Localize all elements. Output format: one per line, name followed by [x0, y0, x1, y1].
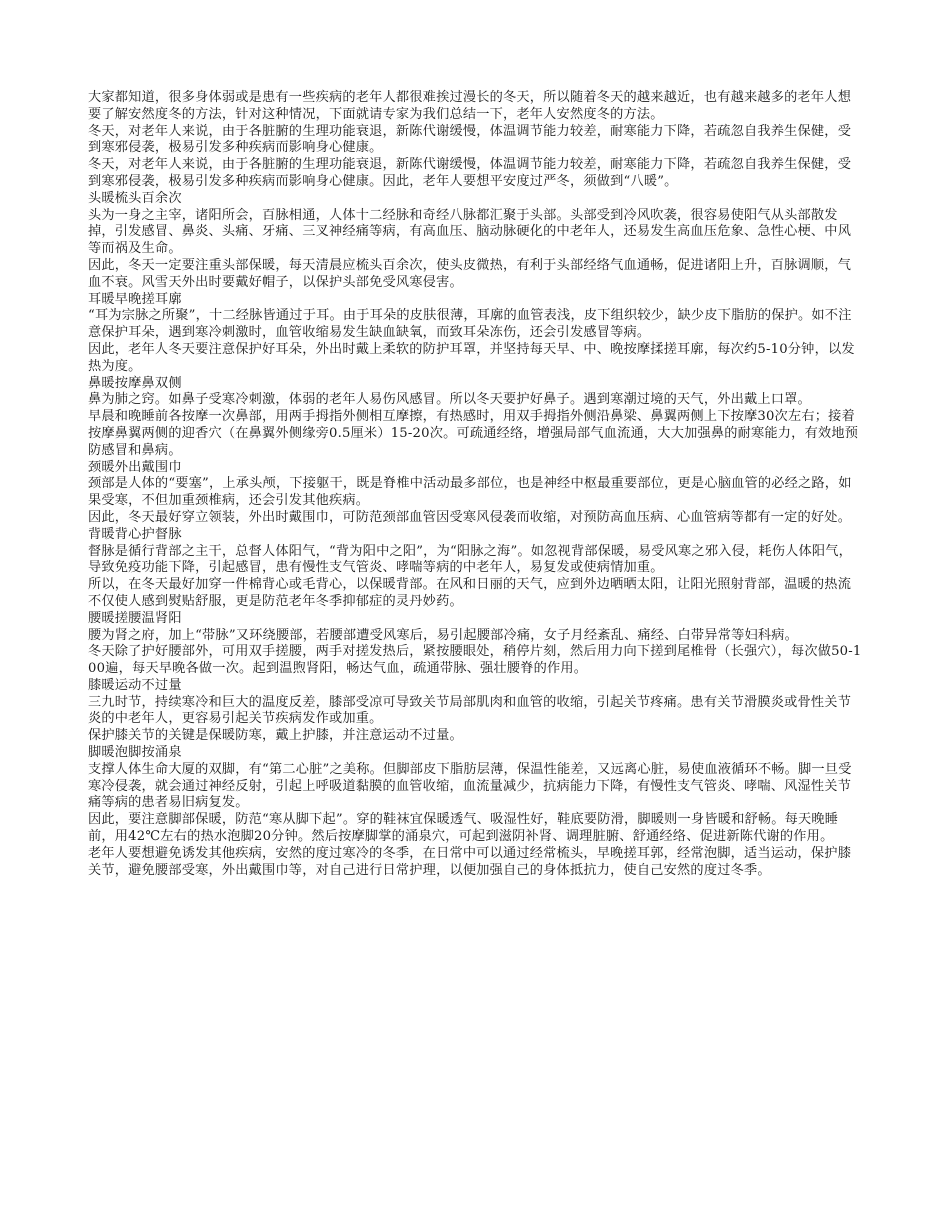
section-paragraph: 所以，在冬天最好加穿一件棉背心或毛背心，以保暖背部。在风和日丽的天气，应到外边晒晒太阳，让阳光照射背部，温暖的热流不仅使人感到熨贴舒服，更是防范老年冬季抑郁症的灵丹妙药。 — [88, 577, 852, 609]
section-paragraph: 头为一身之主宰，诸阳所会，百脉相通，人体十二经脉和奇经八脉都汇聚于头部。头部受到冷风吹袭，很容易使阳气从头部散发掉，引发感冒、鼻炎、头痛、牙痛、三叉神经痛等病，有高血压、脑动脉硬化的中老年人，还易发生高血压危象、急性心梗、中风等而祸及生命。 — [88, 207, 852, 257]
section-paragraph: 因此，冬天一定要注重头部保暖，每天清晨应梳头百余次，使头皮微热，有利于头部经络气血通畅，促进诸阳上升，百脉调顺，气血不衰。风雪天外出时要戴好帽子，以保护头部免受风寒侵害。 — [88, 257, 852, 290]
section-paragraph: 冬天除了护好腰部外，可用双手搓腰，两手对搓发热后，紧按腰眼处，稍停片刻，然后用力向下搓到尾椎骨（长强穴），每次做50-100遍，每天早晚各做一次。起到温煦肾阳，畅达气血，疏通带脉、强壮腰脊的作用。 — [88, 644, 862, 677]
document-body — [88, 90, 863, 879]
section-heading: 脚暖泡脚按涌泉 — [88, 745, 182, 761]
section-paragraph: “耳为宗脉之所聚”，十二经脉皆通过于耳。由于耳朵的皮肤很薄，耳廓的血管表浅，皮下组织较少，缺少皮下脂肪的保护。如不注意保护耳朵，遇到寒冷刺激时，血管收缩易发生缺血缺氧，而致耳朵冻伤，还会引发感冒等病。 — [88, 308, 852, 341]
intro-paragraph: 冬天，对老年人来说，由于各脏腑的生理功能衰退，新陈代谢缓慢，体温调节能力较差，耐寒能力下降，若疏忽自我养生保健，受到寒邪侵袭，极易引发多种疾病而影响身心健康。因此，老年人要想平安度过严冬，须做到“八暖”。 — [88, 157, 852, 189]
section-paragraph: 因此，要注意脚部保暖，防范“寒从脚下起”。穿的鞋袜宜保暖透气、吸湿性好，鞋底要防滑，脚暖则一身皆暖和舒畅。每天晚睡前，用42℃左右的热水泡脚20分钟。然后按摩脚掌的涌泉穴，可起到滋阴补肾、调理脏腑、舒通经络、促进新陈代谢的作用。 — [88, 812, 839, 845]
section-heading: 耳暖早晚搓耳廓 — [88, 291, 182, 307]
section-paragraph: 保护膝关节的关键是保暖防寒，戴上护膝，并注意运动不过量。 — [88, 728, 463, 744]
section-paragraph: 因此，老年人冬天要注意保护好耳朵，外出时戴上柔软的防护耳罩，并坚持每天早、中、晚按摩揉搓耳廓，每次约5-10分钟，以发热为度。 — [88, 341, 855, 374]
intro-paragraph: 大家都知道，很多身体弱或是患有一些疾病的老年人都很难挨过漫长的冬天，所以随着冬天的越来越近，也有越来越多的老年人想要了解安然度冬的方法，针对这种情况，下面就请专家为我们总结一下，老年人安然度冬的方法。 — [88, 90, 852, 122]
section-heading: 颈暖外出戴围巾 — [88, 459, 182, 475]
section-paragraph: 早晨和晚睡前各按摩一次鼻部，用两手拇指外侧相互摩擦，有热感时，用双手拇指外侧沿鼻梁、鼻翼两侧上下按摩30次左右；接着按摩鼻翼两侧的迎香穴（在鼻翼外侧缘旁0.5厘米）15-20次。可疏通经络，增强局部气血流通，大大加强鼻的耐寒能力，有效地预防感冒和鼻病。 — [88, 409, 859, 458]
section-heading: 腰暖搓腰温肾阳 — [88, 610, 182, 626]
section-heading: 鼻暖按摩鼻双侧 — [88, 375, 182, 391]
section-paragraph: 因此，冬天最好穿立领装，外出时戴围巾，可防范颈部血管因受寒风侵袭而收缩，对预防高血压病、心血管病等都有一定的好处。 — [88, 509, 852, 525]
section-heading: 膝暖运动不过量 — [88, 677, 182, 693]
section-paragraph: 支撑人体生命大厦的双脚，有“第二心脏”之美称。但脚部皮下脂肪层薄，保温性能差，又远离心脏，易使血液循环不畅。脚一旦受寒冷侵袭，就会通过神经反射，引起上呼吸道黏膜的血管收缩，血流量减少，抗病能力下降，有慢性支气管炎、哮喘、风湿性关节痛等病的患者易旧病复发。 — [88, 761, 852, 811]
section-paragraph: 颈部是人体的“要塞”，上承头颅，下接躯干，既是脊椎中活动最多部位，也是神经中枢最重要部位，更是心脑血管的必经之路，如果受寒，不但加重颈椎病，还会引发其他疾病。 — [88, 476, 852, 509]
section-paragraph: 鼻为肺之窍。如鼻子受寒冷刺激，体弱的老年人易伤风感冒。所以冬天要护好鼻子。遇到寒潮过境的天气，外出戴上口罩。 — [88, 392, 811, 408]
section-paragraph: 三九时节，持续寒冷和巨大的温度反差，膝部受凉可导致关节局部肌肉和血管的收缩，引起关节疼痛。患有关节滑膜炎或骨性关节炎的中老年人，更容易引起关节疾病发作或加重。 — [88, 694, 852, 727]
section-heading: 头暖梳头百余次 — [88, 190, 182, 206]
conclusion-paragraph: 老年人要想避免诱发其他疾病，安然的度过寒冷的冬季，在日常中可以通过经常梳头，早晚搓耳郭，经常泡脚，适当运动，保护膝关节，避免腰部受寒，外出戴围巾等，对自己进行日常护理，以便加强自己的身体抵抗力，使自己安然的度过冬季。 — [88, 845, 852, 878]
section-paragraph: 督脉是循行背部之主干，总督人体阳气，“背为阳中之阳”，为“阳脉之海”。如忽视背部保暖，易受风寒之邪入侵，耗伤人体阳气，导致免疫功能下降，引起感冒，患有慢性支气管炎、哮喘等病的中老年人，易复发或使病情加重。 — [88, 543, 853, 576]
section-heading: 背暖背心护督脉 — [88, 526, 182, 542]
intro-paragraph: 冬天，对老年人来说，由于各脏腑的生理功能衰退，新陈代谢缓慢，体温调节能力较差，耐寒能力下降，若疏忽自我养生保健，受到寒邪侵袭，极易引发多种疾病而影响身心健康。 — [88, 123, 852, 156]
section-paragraph: 腰为肾之府，加上“带脉”又环绕腰部，若腰部遭受风寒后，易引起腰部冷痛，女子月经紊乱、痛经、白带异常等妇科病。 — [88, 627, 799, 643]
